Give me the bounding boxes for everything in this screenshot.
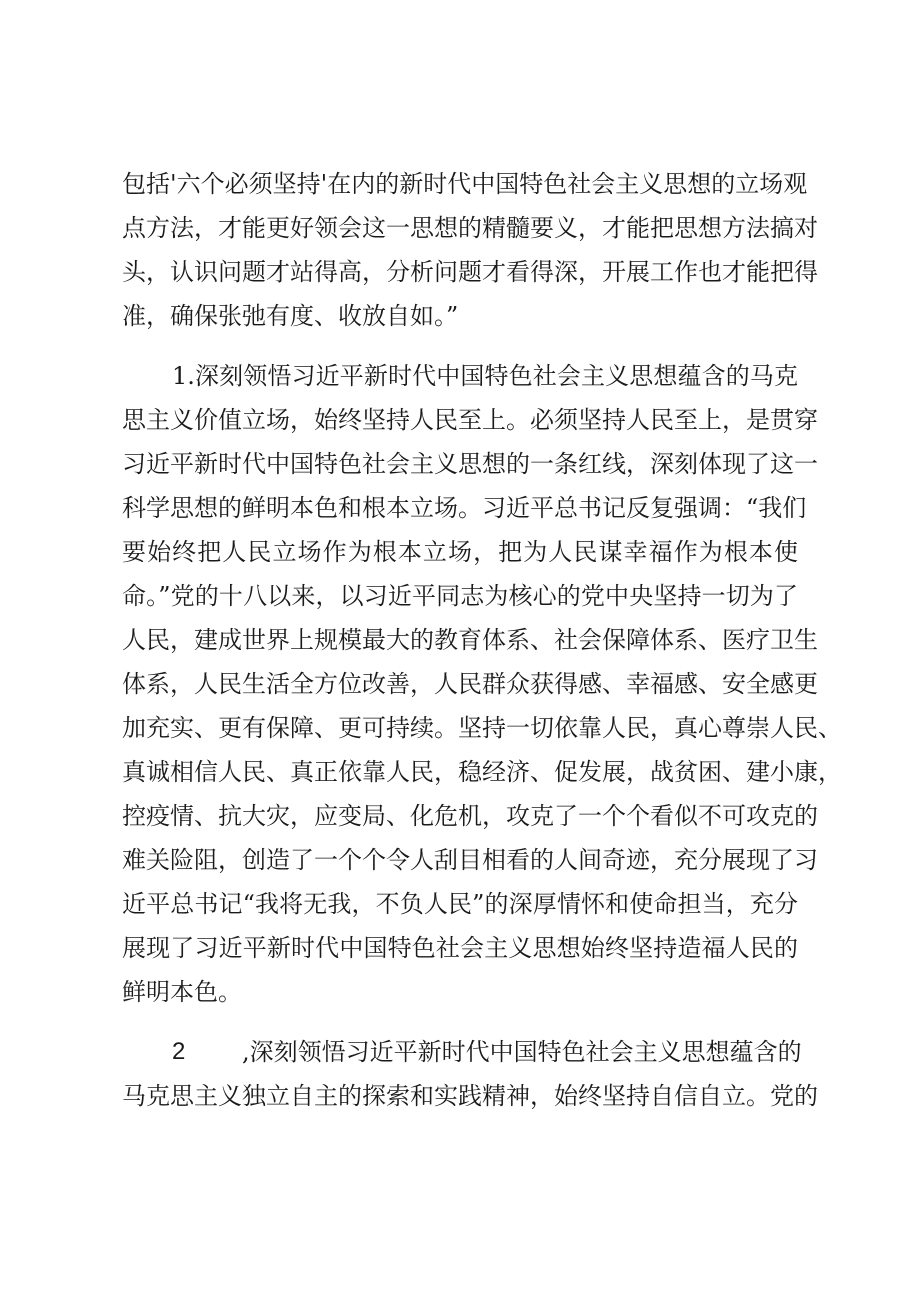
text-line: 思主义价值立场，始终坚持人民至上。必须坚持人民至上，是贯穿 (122, 406, 818, 434)
section-number: 2 (172, 1038, 186, 1065)
text-line: 习近平新时代中国特色社会主义思想的一条红线，深刻体现了这一 (122, 450, 818, 478)
text-line: 科学思想的鲜明本色和根本立场。习近平总书记反复强调：“我们 (122, 494, 807, 522)
text-line: 1.深刻领悟习近平新时代中国特色社会主义思想蕴含的马克 (172, 362, 798, 390)
text-line: 近平总书记“我将无我，不负人民”的深厚情怀和使命担当，充分 (122, 890, 798, 918)
text-line: 点方法，才能更好领会这一思想的精髓要义，才能把思想方法搞对 (122, 214, 818, 242)
text-line: 头，认识问题才站得高，分析问题才看得深，开展工作也才能把得 (122, 258, 818, 286)
text-line: 控疫情、抗大灾，应变局、化危机，攻克了一个个看似不可攻克的 (122, 802, 818, 830)
text-line: 体系，人民生活全方位改善，人民群众获得感、幸福感、安全感更 (122, 670, 818, 698)
text-line: 人民，建成世界上规模最大的教育体系、社会保障体系、医疗卫生 (122, 626, 818, 654)
text-line: 包括'六个必须坚持'在内的新时代中国特色社会主义思想的立场观 (122, 170, 808, 198)
text-line: ,深刻领悟习近平新时代中国特色社会主义思想蕴含的 (242, 1038, 802, 1066)
text-line: 准，确保张弛有度、收放自如。” (122, 302, 459, 330)
text-line: 难关险阻，创造了一个个令人刮目相看的人间奇迹，充分展现了习 (122, 846, 818, 874)
text-line: 要始终把人民立场作为根本立场，把为人民谋幸福作为根本使 (122, 538, 798, 566)
text-line: 命。”党的十八以来，以习近平同志为核心的党中央坚持一切为了 (122, 582, 798, 610)
text-line: 展现了习近平新时代中国特色社会主义思想始终坚持造福人民的 (122, 934, 798, 962)
text-line: 鲜明本色。 (122, 978, 242, 1006)
text-line: 真诚相信人民、真正依靠人民，稳经济、促发展，战贫困、建小康， (122, 758, 842, 786)
text-line: 加充实、更有保障、更可持续。坚持一切依靠人民，真心尊崇人民、 (122, 714, 842, 742)
text-line: 马克思主义独立自主的探索和实践精神，始终坚持自信自立。党的 (122, 1082, 818, 1110)
